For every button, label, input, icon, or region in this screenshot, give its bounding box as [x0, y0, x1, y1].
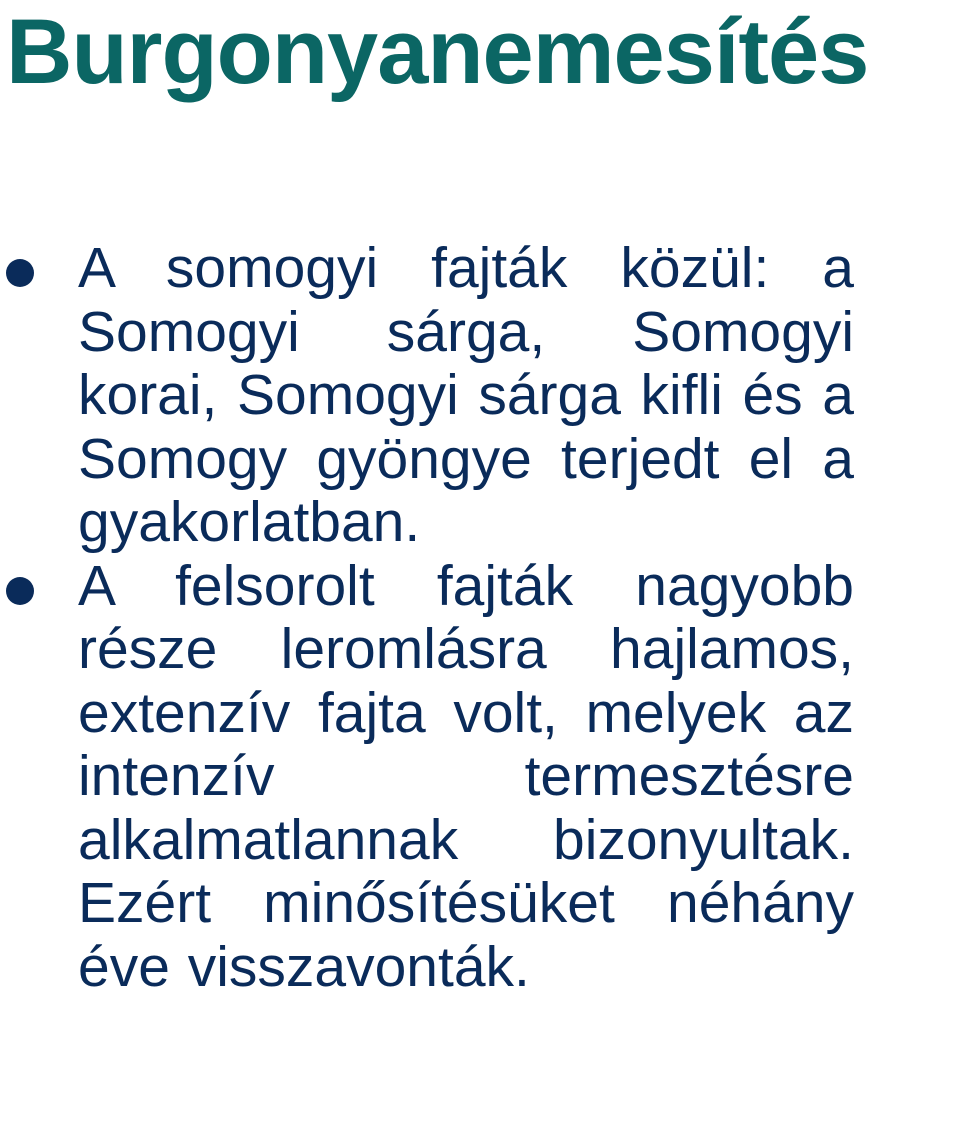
- bullet-text-2: A felsorolt fajták nagyobb része leromlásra hajlamos, extenzív fajta volt, melyek az intenzív termesztésre alkalmatlannak bizonyultak. Ezért minősítésüket néhány éve visszavonták.: [78, 553, 854, 999]
- bullet-dot-icon: [6, 577, 34, 605]
- bullet-text-1: A somogyi fajták közül: a Somogyi sárga, Somogyi korai, Somogyi sárga kifli és a Somogy gyöngye terjedt el a gyakorlatban.: [78, 236, 854, 554]
- bullet-item-1: [78, 237, 854, 555]
- slide-title: Burgonyanemesítés: [6, 1, 869, 103]
- bullet-dot-icon: [6, 259, 34, 287]
- bullet-list: [78, 237, 854, 999]
- bullet-item-2: [78, 555, 854, 1000]
